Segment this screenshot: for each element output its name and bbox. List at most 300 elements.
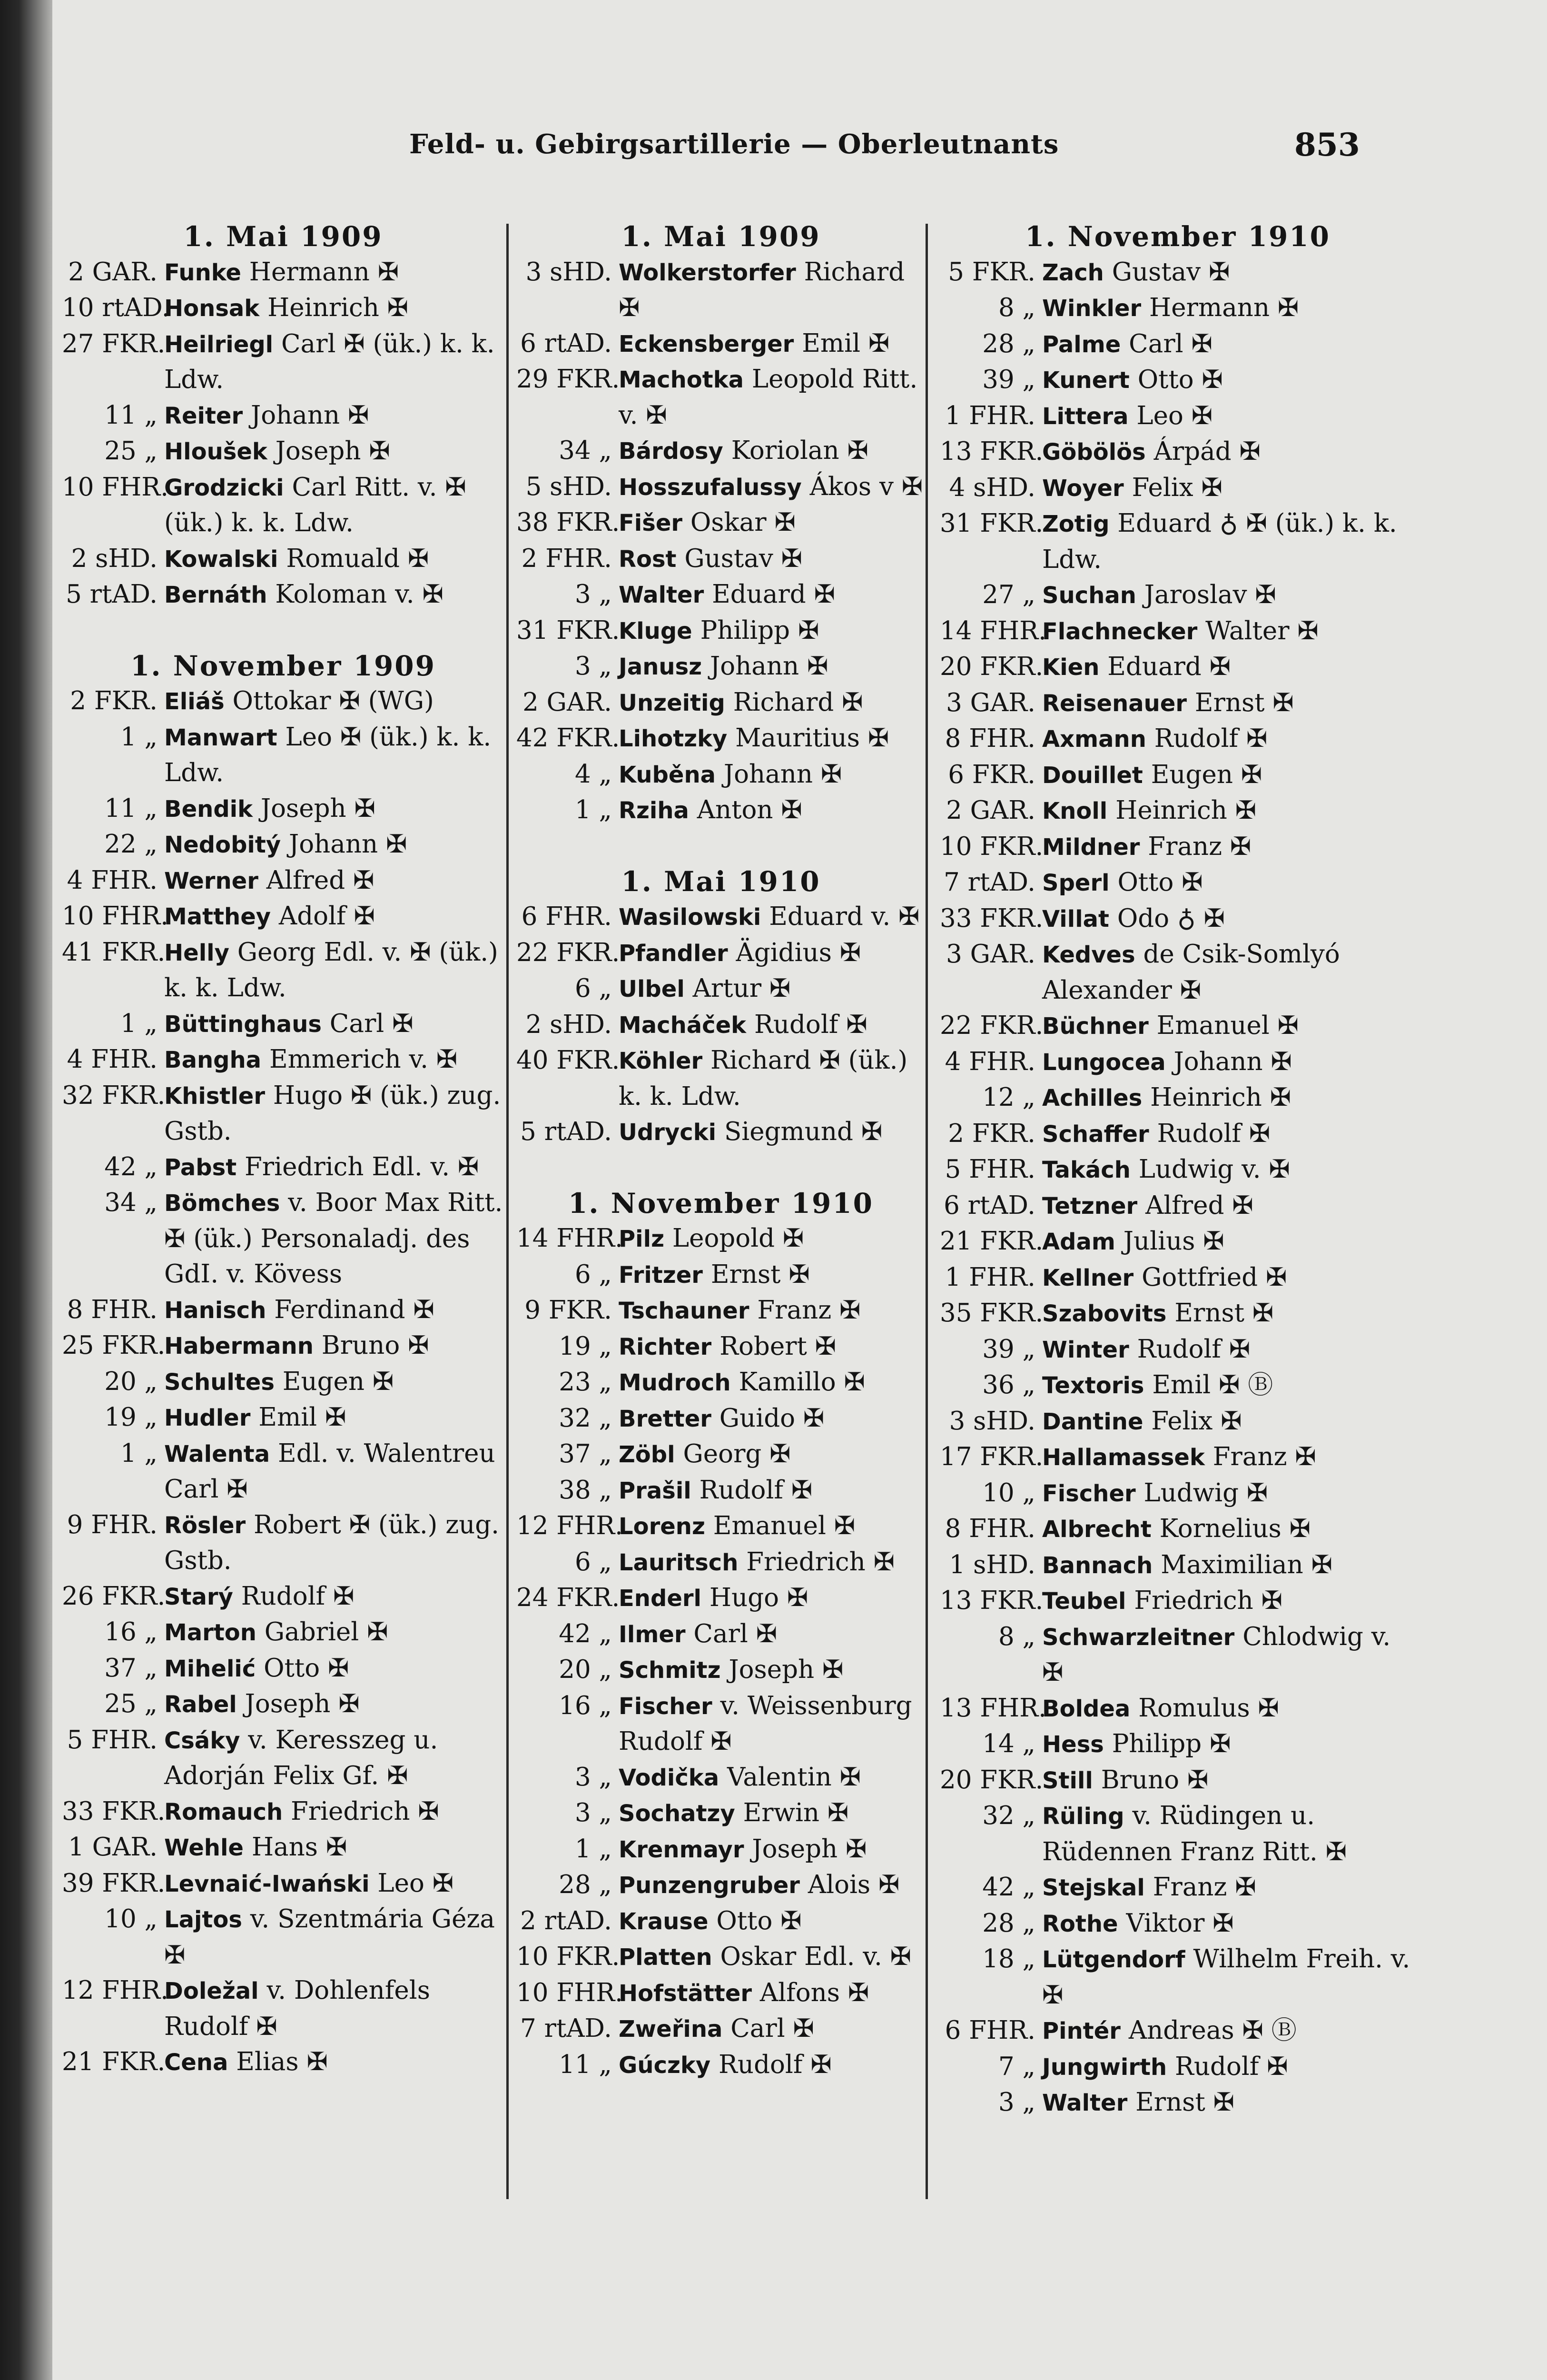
given-name-and-notes: Richard ✠ (ük.) k. k. Ldw.	[619, 1046, 908, 1111]
officer-name	[1042, 1798, 1416, 1870]
officer-name	[164, 577, 504, 613]
regiment-number: 3 GAR.	[946, 688, 1035, 717]
regiment-number: 1 GAR.	[68, 1833, 158, 1862]
given-name-and-notes: Ernst ✠	[1174, 1299, 1274, 1328]
regiment-number: 1 sHD.	[949, 1550, 1035, 1579]
officer-name	[164, 255, 504, 291]
column-3	[940, 219, 1416, 2121]
surname: Csáky	[164, 1727, 240, 1754]
regiment-number: 21 FKR.	[62, 2047, 166, 2076]
officer-name	[164, 1150, 504, 1186]
roster-entry	[940, 937, 1416, 1008]
regiment-number: 12 FHR.	[516, 1511, 623, 1540]
roster-entry	[940, 1691, 1416, 1727]
surname: Kedves	[1042, 942, 1135, 968]
officer-name	[619, 577, 926, 613]
surname: Kuběna	[619, 761, 716, 788]
roster-entry	[516, 1221, 926, 1257]
roster-entry	[516, 1114, 926, 1150]
roster-entry	[62, 1651, 504, 1687]
roster-entry	[62, 1902, 504, 1973]
given-name-and-notes: Otto ✠	[1117, 868, 1203, 897]
regiment-number: 2 FKR.	[70, 686, 158, 715]
surname: Fischer	[1042, 1480, 1136, 1507]
roster-entry	[62, 1615, 504, 1651]
surname: Flachnecker	[1042, 618, 1198, 645]
roster-entry	[516, 326, 926, 362]
given-name-and-notes: Rudolf ✠	[699, 1475, 813, 1505]
officer-name	[1042, 721, 1416, 757]
regiment-number: 24 FKR.	[516, 1583, 620, 1612]
given-name-and-notes: Carl ✠	[730, 2014, 814, 2043]
officer-name	[619, 935, 926, 972]
given-name-and-notes: Ernst ✠	[1135, 2088, 1235, 2117]
surname: Udrycki	[619, 1119, 717, 1146]
officer-name	[164, 290, 504, 327]
surname: Hess	[1042, 1731, 1104, 1758]
given-name-and-notes: Kamillo ✠	[739, 1368, 865, 1397]
officer-name	[1042, 1008, 1416, 1044]
regiment-number: 1 FHR.	[945, 1262, 1035, 1292]
given-name-and-notes: Leo ✠ (ük.) k. k. Ldw.	[164, 722, 492, 787]
roster-entry	[516, 1939, 926, 1975]
given-name-and-notes: Siegmund ✠	[724, 1117, 883, 1146]
officer-name	[1042, 757, 1416, 793]
roster-entry	[62, 684, 504, 720]
surname: Lihotzky	[619, 725, 728, 752]
given-name-and-notes: Rudolf ✠	[754, 1010, 867, 1039]
given-name-and-notes: v. Boor Max Ritt. ✠ (ük.) Personaladj. des GdI. v. Kövess	[164, 1188, 503, 1289]
surname: Lütgendorf	[1042, 1946, 1185, 1973]
roster-entry	[62, 1866, 504, 1902]
roster-entry	[940, 1152, 1416, 1188]
surname: Hallamassek	[1042, 1444, 1205, 1471]
surname: Ilmer	[619, 1621, 686, 1648]
regiment-number: 14 FHR.	[940, 616, 1047, 645]
officer-name	[164, 1651, 504, 1687]
regiment-number: 8 „	[998, 1622, 1035, 1651]
regiment-number: 35 FKR.	[940, 1299, 1044, 1328]
roster-entry	[940, 1008, 1416, 1044]
roster-entry	[62, 863, 504, 899]
regiment-number: 1 „	[574, 1834, 612, 1864]
roster-entry	[516, 1904, 926, 1940]
roster-entry	[940, 470, 1416, 506]
given-name-and-notes: Árpád ✠	[1153, 437, 1261, 466]
regiment-number: 10 FHR.	[516, 1978, 623, 2007]
given-name-and-notes: Anton ✠	[697, 795, 802, 824]
roster-entry	[516, 1867, 926, 1904]
column-rule-1	[506, 224, 509, 2199]
regiment-number: 22 FKR.	[940, 1011, 1044, 1040]
officer-name	[164, 434, 504, 470]
regiment-number: 10 FHR.	[62, 472, 169, 502]
surname: Teubel	[1042, 1588, 1126, 1615]
regiment-number: 2 FKR.	[948, 1119, 1035, 1148]
given-name-and-notes: Philipp ✠	[1112, 1729, 1231, 1758]
given-name-and-notes: Georg ✠	[683, 1439, 791, 1468]
regiment-number: 25 „	[104, 436, 158, 466]
given-name-and-notes: Oskar Edl. v. ✠	[720, 1942, 912, 1971]
regiment-number: 32 FKR.	[62, 1081, 166, 1110]
regiment-number: 18 „	[982, 1944, 1035, 1973]
officer-name	[164, 327, 504, 398]
given-name-and-notes: Alfred ✠	[1145, 1190, 1253, 1220]
roster-entry	[62, 1686, 504, 1723]
surname: Ulbel	[619, 976, 685, 1002]
given-name-and-notes: Rudolf ✠	[719, 2050, 832, 2079]
surname: Hofstätter	[619, 1980, 752, 2007]
surname: Platten	[619, 1944, 712, 1971]
surname: Wolkerstorfer	[619, 259, 796, 286]
regiment-number: 42 „	[104, 1152, 158, 1181]
officer-name	[164, 1615, 504, 1651]
officer-name	[1042, 1583, 1416, 1619]
roster-entry	[516, 1329, 926, 1365]
regiment-number: 16 „	[104, 1617, 158, 1646]
given-name-and-notes: Otto ✠	[716, 1906, 802, 1935]
given-name-and-notes: Otto ✠	[1137, 365, 1223, 394]
surname: Hloušek	[164, 438, 267, 465]
regiment-number: 10 FKR.	[516, 1942, 620, 1971]
given-name-and-notes: Adolf ✠	[278, 902, 375, 931]
given-name-and-notes: Eduard v. ✠	[769, 902, 920, 931]
regiment-number: 20 FKR.	[940, 1765, 1044, 1795]
surname: Reiter	[164, 402, 243, 429]
surname: Szabovits	[1042, 1300, 1167, 1327]
regiment-number: 10 rtAD.	[62, 293, 170, 322]
surname: Bangha	[164, 1047, 262, 1073]
surname: Littera	[1042, 403, 1129, 430]
officer-name	[1042, 1619, 1416, 1691]
roster-entry	[62, 1078, 504, 1150]
officer-name	[164, 1866, 504, 1902]
surname: Textoris	[1042, 1372, 1144, 1399]
officer-name	[164, 1902, 504, 1973]
regiment-number: 37 „	[559, 1439, 612, 1468]
regiment-number: 4 FHR.	[67, 865, 158, 895]
roster-entry	[62, 470, 504, 541]
regiment-number: 10 „	[982, 1478, 1035, 1507]
surname: Pabst	[164, 1154, 237, 1181]
roster-entry	[940, 757, 1416, 793]
officer-name	[164, 1830, 504, 1866]
given-name-and-notes: Leopold Ritt. v. ✠	[619, 365, 918, 430]
roster-entry	[940, 1726, 1416, 1763]
given-name-and-notes: Eduard ✠	[712, 580, 835, 609]
given-name-and-notes: Robert ✠	[719, 1331, 837, 1361]
regiment-number: 11 „	[104, 400, 158, 430]
surname: Macháček	[619, 1012, 747, 1039]
officer-name	[1042, 1439, 1416, 1476]
given-name-and-notes: Carl ✠	[693, 1619, 778, 1648]
roster-entry	[62, 1794, 504, 1830]
roster-entry	[940, 1224, 1416, 1260]
officer-name	[619, 1043, 926, 1114]
officer-name	[1042, 1332, 1416, 1368]
given-name-and-notes: v. Szentmária Géza ✠	[164, 1904, 495, 1970]
surname: Lorenz	[619, 1513, 705, 1540]
roster-entry	[516, 1688, 926, 1760]
regiment-number: 10 „	[104, 1904, 158, 1934]
officer-name	[1042, 1224, 1416, 1260]
regiment-number: 29 FKR.	[516, 365, 620, 394]
given-name-and-notes: Georg Edl. v. ✠ (ük.) k. k. Ldw.	[164, 937, 498, 1002]
given-name-and-notes: Alois ✠	[808, 1870, 900, 1899]
roster-entry	[516, 935, 926, 972]
surname: Zweřina	[619, 2016, 723, 2043]
given-name-and-notes: Ernst ✠	[1194, 688, 1294, 717]
surname: Woyer	[1042, 475, 1124, 502]
regiment-number: 3 „	[574, 1798, 612, 1827]
roster-entry	[940, 1116, 1416, 1152]
surname: Hosszufalussy	[619, 474, 802, 501]
surname: Palme	[1042, 331, 1121, 358]
surname: Lauritsch	[619, 1549, 739, 1576]
regiment-number: 1 „	[120, 1438, 158, 1468]
given-name-and-notes: Emil ✠	[802, 328, 890, 358]
given-name-and-notes: Andreas ✠ Ⓑ	[1128, 2016, 1297, 2045]
surname: Cena	[164, 2049, 228, 2076]
given-name-and-notes: Friedrich ✠	[291, 1796, 439, 1826]
given-name-and-notes: Gustav ✠	[684, 544, 803, 573]
roster-entry	[940, 1188, 1416, 1224]
regiment-number: 27 „	[982, 580, 1035, 609]
officer-name	[1042, 327, 1416, 363]
roster-entry	[62, 2044, 504, 2081]
given-name-and-notes: Leo ✠	[377, 1868, 454, 1898]
surname: Rziha	[619, 797, 689, 824]
regiment-number: 33 FKR.	[62, 1796, 166, 1826]
officer-name	[1042, 1296, 1416, 1332]
surname: Grodzicki	[164, 474, 284, 501]
given-name-and-notes: Richard ✠	[619, 257, 905, 322]
regiment-number: 12 FHR.	[62, 1976, 169, 2005]
regiment-number: 3 „	[998, 2088, 1035, 2117]
roster-entry	[940, 1583, 1416, 1619]
officer-name	[1042, 1870, 1416, 1906]
roster-entry	[940, 1870, 1416, 1906]
given-name-and-notes: Koriolan ✠	[731, 436, 868, 465]
officer-name	[1042, 1404, 1416, 1440]
surname: Boldea	[1042, 1695, 1131, 1722]
roster-entry	[516, 793, 926, 829]
roster-entry	[940, 1439, 1416, 1476]
roster-entry	[516, 1437, 926, 1473]
surname: Villat	[1042, 905, 1109, 932]
officer-name	[619, 1688, 926, 1760]
given-name-and-notes: Valentin ✠	[727, 1762, 861, 1792]
officer-name	[619, 613, 926, 649]
regiment-number: 28 „	[982, 329, 1035, 358]
roster-entry	[940, 1547, 1416, 1584]
officer-name	[1042, 362, 1416, 398]
roster-entry	[940, 1798, 1416, 1870]
roster-entry	[62, 1436, 504, 1507]
regiment-number: 20 „	[559, 1655, 612, 1684]
roster-entry	[940, 1763, 1416, 1799]
surname: Lajtos	[164, 1906, 242, 1933]
regiment-number: 27 FKR.	[62, 329, 166, 358]
roster-entry	[940, 1368, 1416, 1404]
given-name-and-notes: Franz ✠	[1212, 1442, 1316, 1471]
regiment-number: 36 „	[982, 1370, 1035, 1399]
officer-name	[164, 1006, 504, 1042]
surname: Janusz	[619, 654, 702, 680]
regiment-number: 32 „	[559, 1403, 612, 1433]
given-name-and-notes: Ludwig ✠	[1143, 1478, 1268, 1507]
officer-name	[1042, 506, 1416, 577]
surname: Fischer	[619, 1693, 712, 1720]
regiment-number: 14 „	[982, 1729, 1035, 1758]
roster-entry	[940, 685, 1416, 722]
officer-name	[619, 1867, 926, 1904]
surname: Starý	[164, 1583, 233, 1610]
regiment-number: 11 „	[104, 793, 158, 823]
surname: Jungwirth	[1042, 2053, 1167, 2081]
roster-entry	[516, 1007, 926, 1043]
officer-name	[164, 541, 504, 577]
roster-entry	[940, 255, 1416, 291]
roster-entry	[62, 290, 504, 327]
given-name-and-notes: Robert ✠ (ük.) zug. Gstb.	[164, 1510, 500, 1575]
officer-name	[1042, 614, 1416, 650]
officer-name	[1042, 937, 1416, 1008]
surname: Rösler	[164, 1512, 246, 1539]
given-name-and-notes: Joseph ✠	[752, 1834, 867, 1864]
given-name-and-notes: Gottfried ✠	[1142, 1262, 1287, 1292]
regiment-number: 17 FKR.	[940, 1442, 1044, 1471]
regiment-number: 3 GAR.	[946, 940, 1035, 969]
given-name-and-notes: Ernst ✠	[710, 1259, 810, 1289]
given-name-and-notes: Eugen ✠	[282, 1367, 394, 1396]
surname: Göbölös	[1042, 439, 1146, 466]
regiment-number: 2 GAR.	[522, 687, 612, 717]
regiment-number: 5 FHR.	[67, 1725, 158, 1755]
surname: Takách	[1042, 1157, 1131, 1183]
regiment-number: 9 FKR.	[524, 1296, 612, 1325]
roster-entry	[516, 469, 926, 506]
roster-entry	[516, 2011, 926, 2047]
roster-entry	[62, 327, 504, 398]
surname: Still	[1042, 1767, 1093, 1794]
regiment-number: 21 FKR.	[940, 1227, 1044, 1256]
regiment-number: 34 „	[559, 436, 612, 465]
roster-entry	[516, 1832, 926, 1868]
given-name-and-notes: Leo ✠	[1136, 401, 1213, 430]
officer-name	[1042, 1906, 1416, 1942]
officer-name	[1042, 1116, 1416, 1152]
roster-entry	[62, 1328, 504, 1364]
officer-name	[1042, 255, 1416, 291]
regiment-number: 2 FHR.	[521, 544, 612, 573]
regiment-number: 34 „	[104, 1188, 158, 1217]
given-name-and-notes: Bruno ✠	[321, 1331, 429, 1360]
regiment-number: 14 FHR.	[516, 1224, 623, 1253]
officer-name	[619, 1401, 926, 1437]
roster-entry	[62, 1006, 504, 1042]
given-name-and-notes: Gustav ✠	[1112, 257, 1230, 287]
given-name-and-notes: Oskar ✠	[690, 508, 796, 537]
surname: Manwart	[164, 724, 277, 751]
given-name-and-notes: Elias ✠	[236, 2047, 328, 2076]
regiment-number: 12 „	[982, 1083, 1035, 1112]
regiment-number: 6 rtAD.	[520, 328, 612, 358]
given-name-and-notes: Wilhelm Freih. v. ✠	[1042, 1944, 1410, 2010]
officer-name	[619, 255, 926, 326]
given-name-and-notes: Carl Ritt. v. ✠ (ük.) k. k. Ldw.	[164, 472, 466, 537]
surname: Sochatzy	[619, 1800, 735, 1827]
officer-name	[619, 1293, 926, 1329]
officer-name	[164, 1042, 504, 1078]
surname: Albrecht	[1042, 1516, 1152, 1543]
page-number: 853	[1294, 126, 1360, 163]
given-name-and-notes: Rudolf ✠	[241, 1581, 355, 1611]
regiment-number: 1 „	[120, 722, 158, 752]
officer-name	[164, 1507, 504, 1579]
roster-entry	[940, 829, 1416, 865]
surname: Douillet	[1042, 762, 1143, 789]
roster-entry	[940, 362, 1416, 398]
officer-name	[619, 1975, 926, 2012]
regiment-number: 1 „	[574, 795, 612, 824]
surname: Walenta	[164, 1440, 270, 1468]
given-name-and-notes: Rudolf ✠	[1137, 1334, 1251, 1364]
officer-name	[1042, 901, 1416, 937]
surname: Vodička	[619, 1764, 719, 1791]
roster-entry	[62, 791, 504, 827]
roster-entry	[62, 935, 504, 1006]
regiment-number: 19 „	[104, 1403, 158, 1432]
regiment-number: 5 FKR.	[948, 257, 1035, 287]
roster-entry	[940, 1619, 1416, 1691]
officer-name	[1042, 829, 1416, 865]
regiment-number: 13 FKR.	[940, 1586, 1044, 1615]
roster-entry	[62, 1723, 504, 1794]
regiment-number: 22 „	[104, 830, 158, 859]
roster-entry	[516, 1580, 926, 1616]
given-name-and-notes: Friedrich Edl. v. ✠	[245, 1152, 479, 1181]
regiment-number: 8 FHR.	[945, 1514, 1035, 1543]
officer-name	[164, 827, 504, 863]
section-heading: 1. November 1909	[130, 649, 436, 682]
surname: Kluge	[619, 617, 692, 645]
roster-entry	[516, 1293, 926, 1329]
roster-entry	[516, 1545, 926, 1581]
officer-name	[619, 1616, 926, 1653]
officer-name	[619, 1760, 926, 1796]
surname: Tschauner	[619, 1298, 749, 1324]
officer-name	[164, 1794, 504, 1830]
roster-entry	[940, 2049, 1416, 2085]
officer-name	[164, 1400, 504, 1436]
surname: Heilriegl	[164, 331, 274, 358]
surname: Matthey	[164, 903, 271, 930]
officer-name	[1042, 1368, 1416, 1404]
surname: Axmann	[1042, 726, 1146, 753]
given-name-and-notes: Edl. v. Walentreu Carl ✠	[164, 1438, 495, 1504]
surname: Hanisch	[164, 1297, 266, 1324]
regiment-number: 13 FHR.	[940, 1693, 1047, 1723]
page-binding-shadow	[0, 0, 57, 2380]
given-name-and-notes: Heinrich ✠	[1115, 796, 1257, 825]
given-name-and-notes: Eduard ✠	[1107, 652, 1231, 681]
regiment-number: 6 FHR.	[945, 2016, 1035, 2045]
given-name-and-notes: Ákos v ✠	[809, 472, 923, 501]
surname: Schultes	[164, 1368, 275, 1396]
surname: Reisenauer	[1042, 690, 1187, 717]
given-name-and-notes: Alfred ✠	[266, 865, 374, 895]
